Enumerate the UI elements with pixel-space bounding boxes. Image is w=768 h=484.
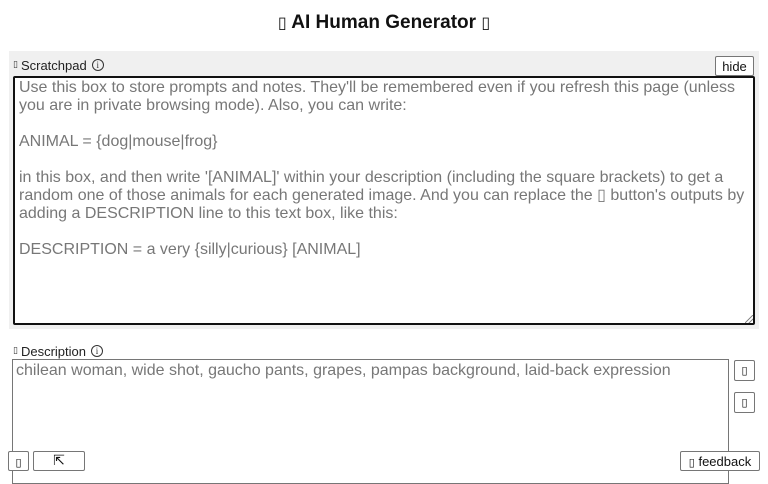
- menu-button[interactable]: [8, 451, 29, 471]
- info-icon[interactable]: i: [91, 345, 103, 357]
- arrow-up-left-icon: ⇱: [53, 453, 65, 469]
- description-header[interactable]: [13, 343, 103, 359]
- menu-icon: ▯: [15, 455, 22, 469]
- title-left-emoji-icon: ▯: [277, 13, 287, 32]
- page-title: [0, 12, 768, 34]
- description-label: Description: [20, 343, 86, 359]
- title-right-emoji-icon: ▯: [481, 13, 491, 32]
- scratchpad-header[interactable]: [13, 57, 104, 73]
- scratchpad-textarea[interactable]: Use this box to store prompts and notes. They'll be remembered even if you refresh this page (unless you are in private browsing mode). Also, you can write: ANIMAL = {dog|mouse|frog} in this box, and then write '[ANIMAL]' within your description (including the square brackets) to get a random one of those animals for each generated image. And you can replace the ▯ button's outputs by adding a DESCRIPTION line to this text box, like this: DESCRIPTION = a very {silly|curious} [ANIMAL]: [13, 76, 755, 325]
- scratchpad-panel: [9, 51, 759, 329]
- description-textarea[interactable]: chilean woman, wide shot, gaucho pants, grapes, pampas background, laid-back expression: [12, 359, 729, 484]
- scratchpad-label: Scratchpad: [20, 57, 87, 73]
- random-description-button[interactable]: ▯: [734, 360, 755, 381]
- feedback-icon: ▯: [688, 455, 695, 469]
- description-panel: [9, 340, 759, 480]
- scratchpad-toggle-icon[interactable]: ▯: [13, 60, 18, 70]
- feedback-button[interactable]: [680, 451, 760, 471]
- hide-scratchpad-button[interactable]: hide: [715, 56, 754, 76]
- info-icon[interactable]: i: [92, 59, 104, 71]
- description-option-button[interactable]: ▯: [734, 392, 755, 413]
- resize-handle-icon[interactable]: [745, 315, 753, 323]
- feedback-label: feedback: [698, 453, 752, 469]
- title-text: AI Human Generator: [291, 12, 477, 33]
- description-toggle-icon[interactable]: ▯: [13, 346, 18, 356]
- scroll-to-top-button[interactable]: [33, 451, 85, 471]
